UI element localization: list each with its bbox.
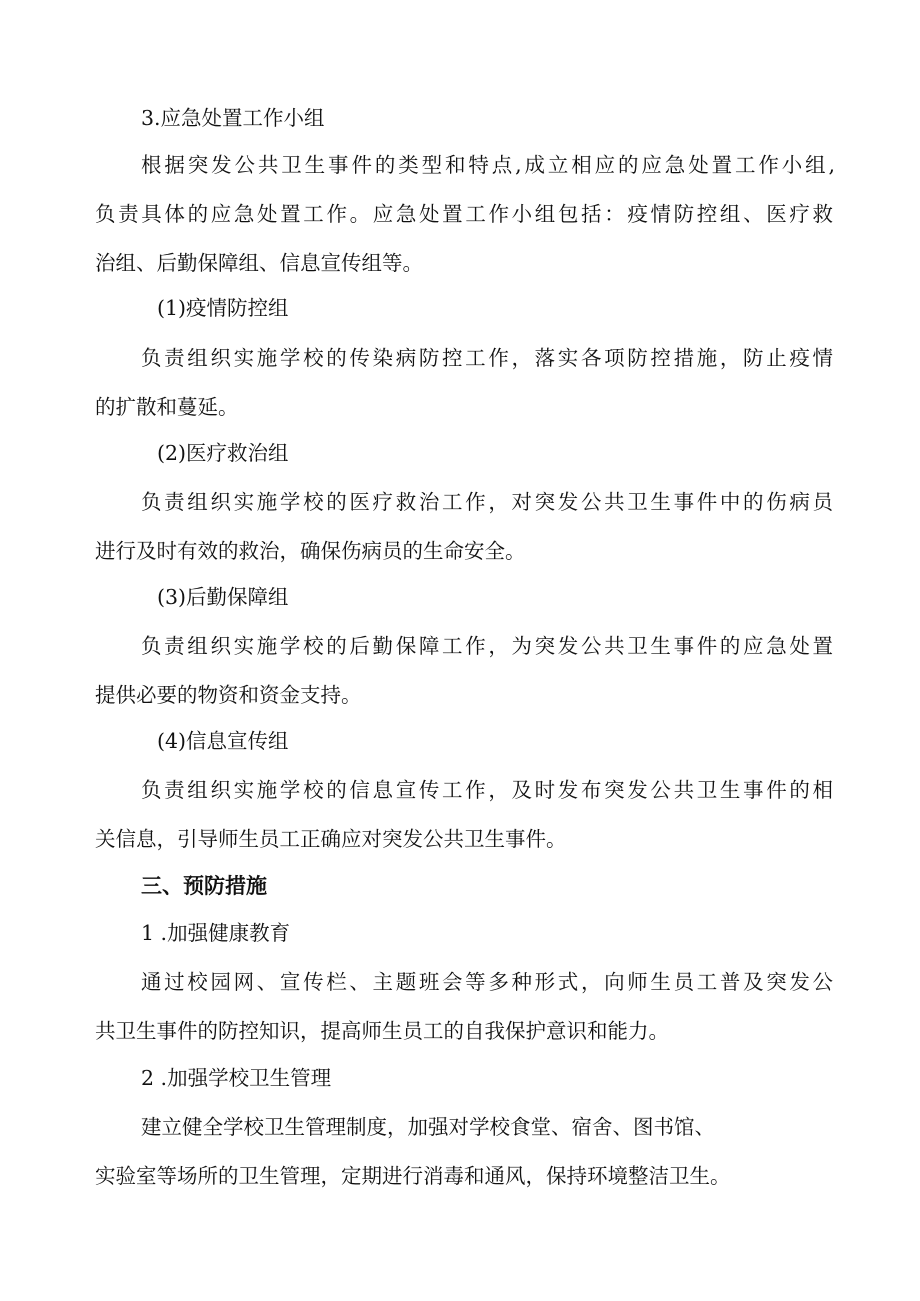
paragraph-line: 建立健全学校卫生管理制度，加强对学校食堂、宿舍、图书馆、 — [141, 1115, 715, 1139]
paragraph-line: 负责组织实施学校的信息宣传工作，及时发布突发公共卫生事件的相 — [141, 778, 833, 802]
group-title: (3)后勤保障组 — [157, 585, 289, 609]
paragraph-line: 治组、后勤保障组、信息宣传组等。 — [95, 251, 423, 275]
chapter-heading: 三、预防措施 — [141, 874, 267, 898]
paragraph-line: 进行及时有效的救治，确保伤病员的生命安全。 — [95, 539, 526, 563]
paragraph-line: 实验室等场所的卫生管理，定期进行消毒和通风，保持环境整洁卫生。 — [95, 1164, 731, 1188]
paragraph-line: 根据突发公共卫生事件的类型和特点,成立相应的应急处置工作小组, — [141, 153, 835, 177]
paragraph-line: 共卫生事件的防控知识，提高师生员工的自我保护意识和能力。 — [95, 1019, 669, 1043]
paragraph-line: 的扩散和蔓延。 — [95, 395, 239, 419]
paragraph-line: 通过校园网、宣传栏、主题班会等多种形式，向师生员工普及突发公 — [141, 970, 833, 994]
group-title: (2)医疗救治组 — [157, 441, 289, 465]
measure-title: 2 .加强学校卫生管理 — [141, 1066, 332, 1090]
group-title: (1)疫情防控组 — [157, 296, 289, 320]
measure-title: 1 .加强健康教育 — [141, 921, 291, 945]
paragraph-line: 负责组织实施学校的传染病防控工作，落实各项防控措施，防止疫情 — [141, 346, 833, 370]
paragraph-line: 负责组织实施学校的后勤保障工作，为突发公共卫生事件的应急处置 — [141, 634, 833, 658]
paragraph-line: 负责具体的应急处置工作。应急处置工作小组包括：疫情防控组、医疗救 — [95, 202, 833, 226]
paragraph-line: 关信息，引导师生员工正确应对突发公共卫生事件。 — [95, 827, 567, 851]
paragraph-line: 负责组织实施学校的医疗救治工作，对突发公共卫生事件中的伤病员 — [141, 490, 833, 514]
group-title: (4)信息宣传组 — [157, 729, 289, 753]
section-heading: 3.应急处置工作小组 — [141, 106, 325, 130]
paragraph-line: 提供必要的物资和资金支持。 — [95, 683, 362, 707]
